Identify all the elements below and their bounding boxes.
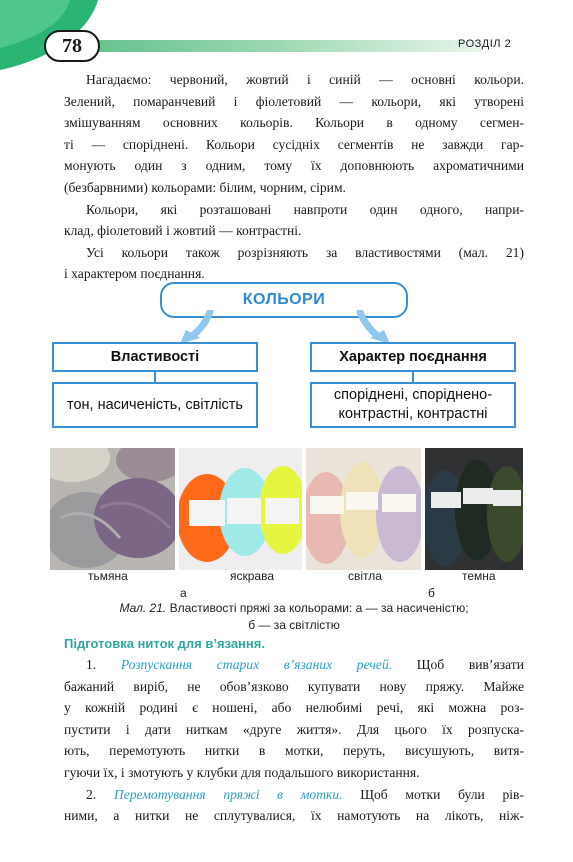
item1-number: 1.: [86, 657, 97, 672]
properties-body-box: [52, 382, 258, 428]
section-heading: Підготовка ниток для в’язання.: [64, 636, 265, 651]
properties-box: [52, 342, 258, 372]
group-a-label: а: [180, 586, 187, 600]
combination-title: Характер поєднання: [339, 348, 487, 365]
connector-right: [412, 372, 414, 382]
properties-title: Властивості: [110, 348, 200, 365]
page-number: 78: [44, 30, 100, 62]
diagram-root: КОЛЬОРИ: [160, 282, 408, 318]
text-line: Кольори, які розташовані навпроти один одного, напри-: [86, 201, 524, 217]
section2-body: [64, 654, 524, 827]
text-line: ними, а нитки не сплутувалися, їх намотують на лікоть, ніж-: [64, 808, 524, 824]
text-line: [64, 654, 524, 676]
group-b-label: б: [428, 586, 435, 600]
text-line: у кожній родині є ношені, або нелюбимі речі, які можна роз-: [64, 700, 524, 716]
text-line: бажаний виріб, не обов’язково купувати нову пряжу. Майже: [64, 678, 524, 694]
yarn-photo-bright: [179, 448, 302, 570]
yarn-photo-dull: [50, 448, 175, 570]
label-light: світла: [348, 569, 382, 583]
text-line: Усі кольори також розрізняють за властивостями (мал. 21): [86, 244, 524, 260]
section-label: РОЗДІЛ 2: [458, 38, 512, 50]
yarn-photo-dark: [425, 448, 523, 570]
label-dark: темна: [462, 569, 496, 583]
caption-line1: Властивості пряжі за кольорами: а — за насиченістю;: [166, 601, 469, 615]
text-line: монують один з одним, тому їх доповнюють ахроматичними: [64, 158, 524, 174]
text-line: ють, перемотують нитки в мотки, перуть, висушують, витя-: [64, 743, 524, 759]
header-bar: [92, 40, 482, 52]
combination-box: [310, 342, 516, 372]
connector-left: [154, 372, 156, 382]
item2-first: Щоб мотки були рів-: [342, 786, 524, 802]
combination-body-line1: споріднені, спорідненo-: [333, 387, 493, 403]
text-line: ті — споріднені. Кольори сусідніх сегментів не завжди гар-: [64, 136, 524, 152]
yarn-photo-light: [306, 448, 421, 570]
text-line: Зелений, помаранчевий і фіолетовий — кольори, які утворені: [64, 93, 524, 109]
item1-title: Розпускання старих в’язаних речей.: [120, 657, 393, 672]
item2-title: Перемотування пряжі в мотки.: [113, 786, 343, 802]
caption-prefix: Мал. 21.: [119, 601, 167, 615]
text-line: пустити і дати ниткам «друге життя». Для цього їх розпуска-: [64, 721, 524, 737]
label-bright: яскрава: [230, 569, 275, 583]
properties-body: тон, насиченість, світлість: [66, 396, 243, 413]
intro-paragraph-1: [64, 69, 524, 285]
text-line: змішуванням основних кольорів. Кольори в одному сегмен-: [64, 115, 524, 131]
text-line: гуючи їх, і змотують у клубки для подальшого використання.: [64, 764, 420, 780]
text-line: [64, 784, 524, 806]
yarn-photos: [50, 448, 523, 570]
text-line: (безбарвними) кольорами: білим, чорним, сірим.: [64, 179, 346, 195]
item1-first: Щоб вив’язати: [392, 657, 524, 672]
item2-number: 2.: [86, 786, 97, 802]
diagram-arrows: [170, 310, 400, 346]
text-line: і характером поєднання.: [64, 266, 205, 282]
text-line: Нагадаємо: червоний, жовтий і синій — основні кольори.: [86, 72, 524, 87]
caption-line2: б — за світлістю: [248, 618, 340, 632]
combination-body-line2: контрастні, контрастні: [338, 406, 488, 422]
text-line: клад, фіолетовий і жовтий — контрастні.: [64, 223, 302, 239]
label-dull: тьмяна: [88, 569, 128, 583]
figure-caption: [64, 600, 524, 634]
combination-body-box: [310, 382, 516, 428]
